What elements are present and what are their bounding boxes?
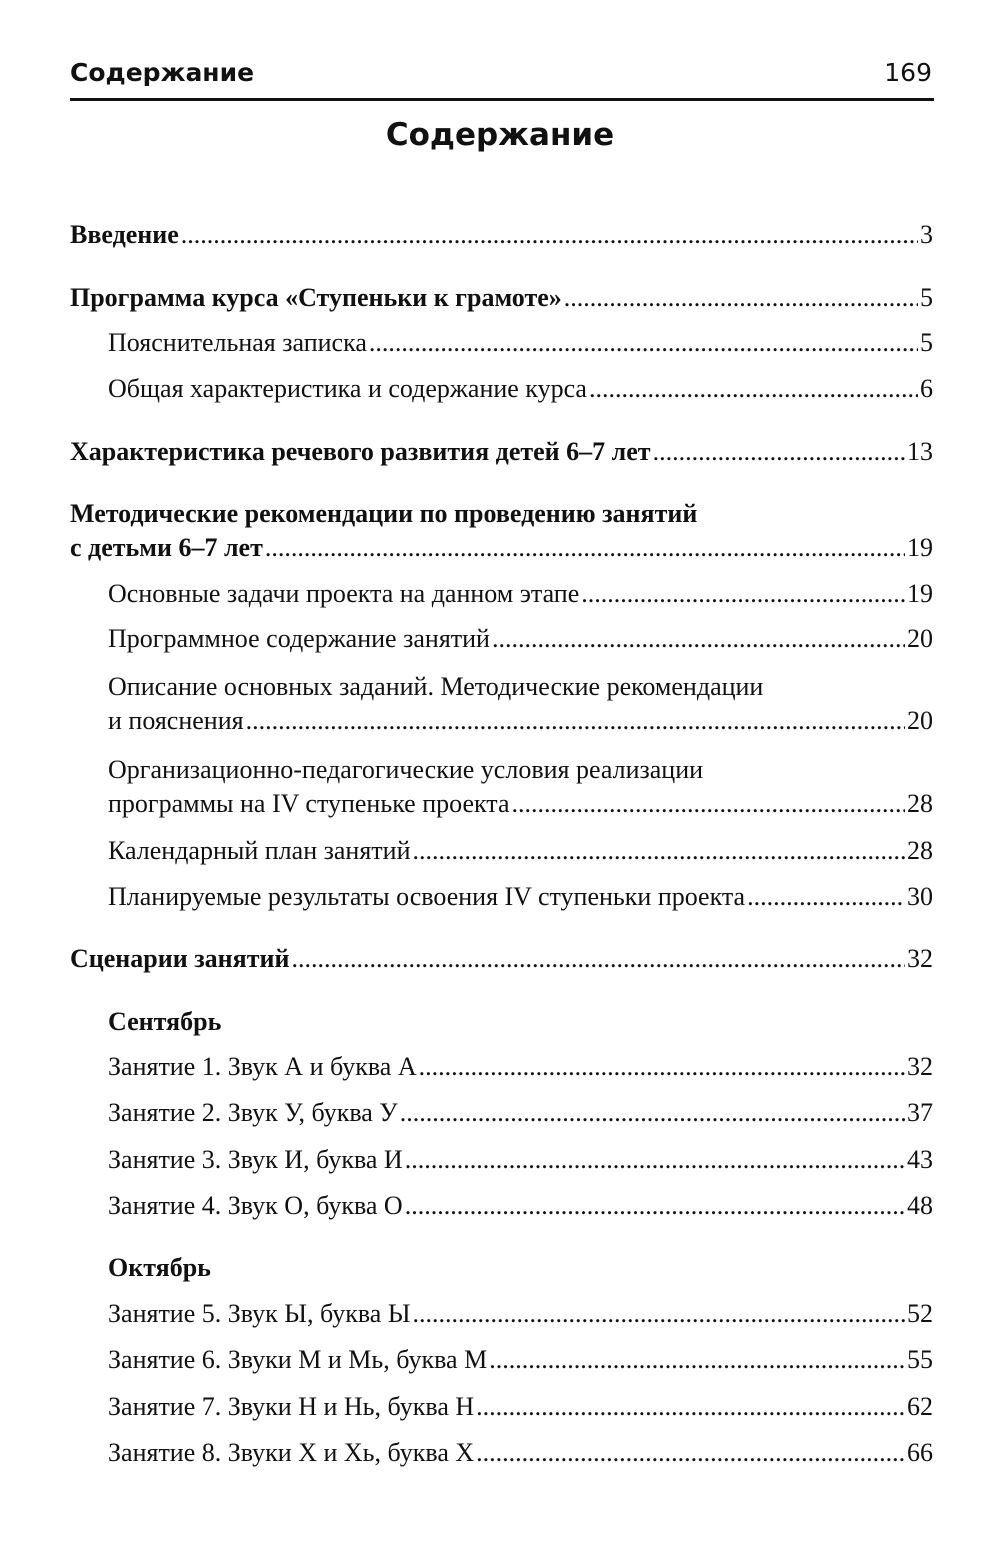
month-name: Октябрь: [108, 1253, 211, 1282]
toc-lesson: [108, 1143, 933, 1177]
toc-entry-page: 19: [907, 533, 933, 562]
header-rule: [70, 98, 934, 101]
toc-entry-page: 48: [907, 1191, 933, 1220]
toc-entry-speech: [70, 435, 933, 469]
toc-entry-page: 28: [907, 836, 933, 865]
dot-leader: [492, 622, 905, 656]
dot-leader: [265, 531, 905, 565]
toc-entry-page: 28: [907, 789, 933, 818]
toc-subentry: [108, 372, 933, 406]
toc-entry-page: 32: [907, 944, 933, 973]
toc-subentry: [108, 787, 933, 821]
toc-entry-label: Описание основных заданий. Методические рекомендации: [108, 672, 764, 701]
toc-lesson: [108, 1436, 933, 1470]
toc-entry-label: Занятие 7. Звуки Н и Нь, буква Н: [108, 1392, 475, 1421]
toc-entry-page: 30: [907, 882, 933, 911]
toc-entry-methods-line1: [70, 497, 933, 531]
dot-leader: [653, 435, 905, 469]
toc-entry-label: Введение: [70, 220, 179, 249]
toc-entry-page: 5: [920, 328, 933, 357]
toc-entry-page: 62: [907, 1392, 933, 1421]
toc-subentry: [108, 704, 933, 738]
dot-leader: [476, 1390, 905, 1424]
toc-entry-label: Занятие 6. Звуки М и Мь, буква М: [108, 1345, 488, 1374]
toc-entry-methods: [70, 531, 933, 565]
toc-entry-label: программы на IV ступеньке проекта: [108, 789, 510, 818]
toc-entry-label: Пояснительная записка: [108, 328, 367, 357]
toc-subentry: [108, 622, 933, 656]
toc-lesson: [108, 1096, 933, 1130]
running-head: [70, 58, 932, 98]
dot-leader: [405, 1189, 905, 1223]
toc-entry-page: 19: [907, 579, 933, 608]
toc-entry-page: 43: [907, 1145, 933, 1174]
dot-leader: [400, 1096, 905, 1130]
toc-subentry: [108, 880, 933, 914]
toc-lesson: [108, 1050, 933, 1084]
toc-subentry: [108, 326, 933, 360]
toc-entry-label: Программа курса «Ступеньки к грамоте»: [70, 283, 562, 312]
page-number: 169: [884, 58, 932, 87]
dot-leader: [246, 704, 905, 738]
page-title: Содержание: [385, 117, 615, 153]
toc-entry-page: 3: [920, 220, 933, 249]
toc-subentry: [108, 577, 933, 611]
toc-entry-scenarios: [70, 942, 933, 976]
toc-subentry: [108, 834, 933, 868]
toc-entry-page: 5: [920, 283, 933, 312]
toc-lesson: [108, 1297, 933, 1331]
dot-leader: [581, 577, 905, 611]
dot-leader: [291, 942, 905, 976]
running-title: Содержание: [70, 58, 255, 87]
month-name: Сентябрь: [108, 1007, 222, 1036]
toc-entry-label: Занятие 4. Звук О, буква О: [108, 1191, 403, 1220]
dot-leader: [413, 1297, 906, 1331]
toc-entry-label: Основные задачи проекта на данном этапе: [108, 579, 580, 608]
toc-entry-label: Характеристика речевого развития детей 6–7 лет: [70, 437, 651, 466]
toc-entry-page: 55: [907, 1345, 933, 1374]
toc-entry-page: 37: [907, 1098, 933, 1127]
toc-entry-page: 66: [907, 1438, 933, 1467]
dot-leader: [476, 1436, 905, 1470]
toc-entry-label: Занятие 1. Звук А и буква А: [108, 1052, 417, 1081]
toc-entry-page: 20: [907, 706, 933, 735]
dot-leader: [412, 834, 905, 868]
toc-entry-label: Календарный план занятий: [108, 836, 411, 865]
toc-entry-page: 52: [907, 1299, 933, 1328]
toc-lesson: [108, 1390, 933, 1424]
dot-leader: [419, 1050, 905, 1084]
dot-leader: [747, 880, 905, 914]
toc-entry-label: и пояснения: [108, 706, 244, 735]
dot-leader: [369, 326, 918, 360]
month-heading-september: [108, 1005, 933, 1039]
toc-subentry-line1: [108, 670, 933, 704]
toc-entry-label: Планируемые результаты освоения IV ступеньки проекта: [108, 882, 746, 911]
toc-entry-label: Занятие 5. Звук Ы, буква Ы: [108, 1299, 411, 1328]
toc-entry-label: Программное содержание занятий: [108, 624, 490, 653]
toc-entry-label: Методические рекомендации по проведению занятий: [70, 499, 698, 528]
dot-leader: [512, 787, 905, 821]
toc-subentry-line1: [108, 753, 933, 787]
toc-entry-page: 6: [920, 374, 933, 403]
toc-entry-label: с детьми 6–7 лет: [70, 533, 263, 562]
toc-entry-program: [70, 281, 933, 315]
dot-leader: [489, 1343, 905, 1377]
toc-entry-label: Сценарии занятий: [70, 944, 290, 973]
month-heading-october: [108, 1251, 933, 1285]
toc-entry-page: 20: [907, 624, 933, 653]
toc-entry-label: Занятие 2. Звук У, буква У: [108, 1098, 398, 1127]
toc-entry-intro: [70, 218, 933, 252]
toc-entry-page: 13: [907, 437, 933, 466]
dot-leader: [181, 218, 918, 252]
toc-entry-label: Занятие 8. Звуки Х и Хь, буква Х: [108, 1438, 475, 1467]
toc-entry-label: Организационно-педагогические условия реализации: [108, 755, 704, 784]
dot-leader: [564, 281, 918, 315]
toc-entry-label: Общая характеристика и содержание курса: [108, 374, 587, 403]
toc-entry-label: Занятие 3. Звук И, буква И: [108, 1145, 403, 1174]
dot-leader: [405, 1143, 905, 1177]
toc-lesson: [108, 1189, 933, 1223]
toc-lesson: [108, 1343, 933, 1377]
dot-leader: [589, 372, 918, 406]
toc-entry-page: 32: [907, 1052, 933, 1081]
